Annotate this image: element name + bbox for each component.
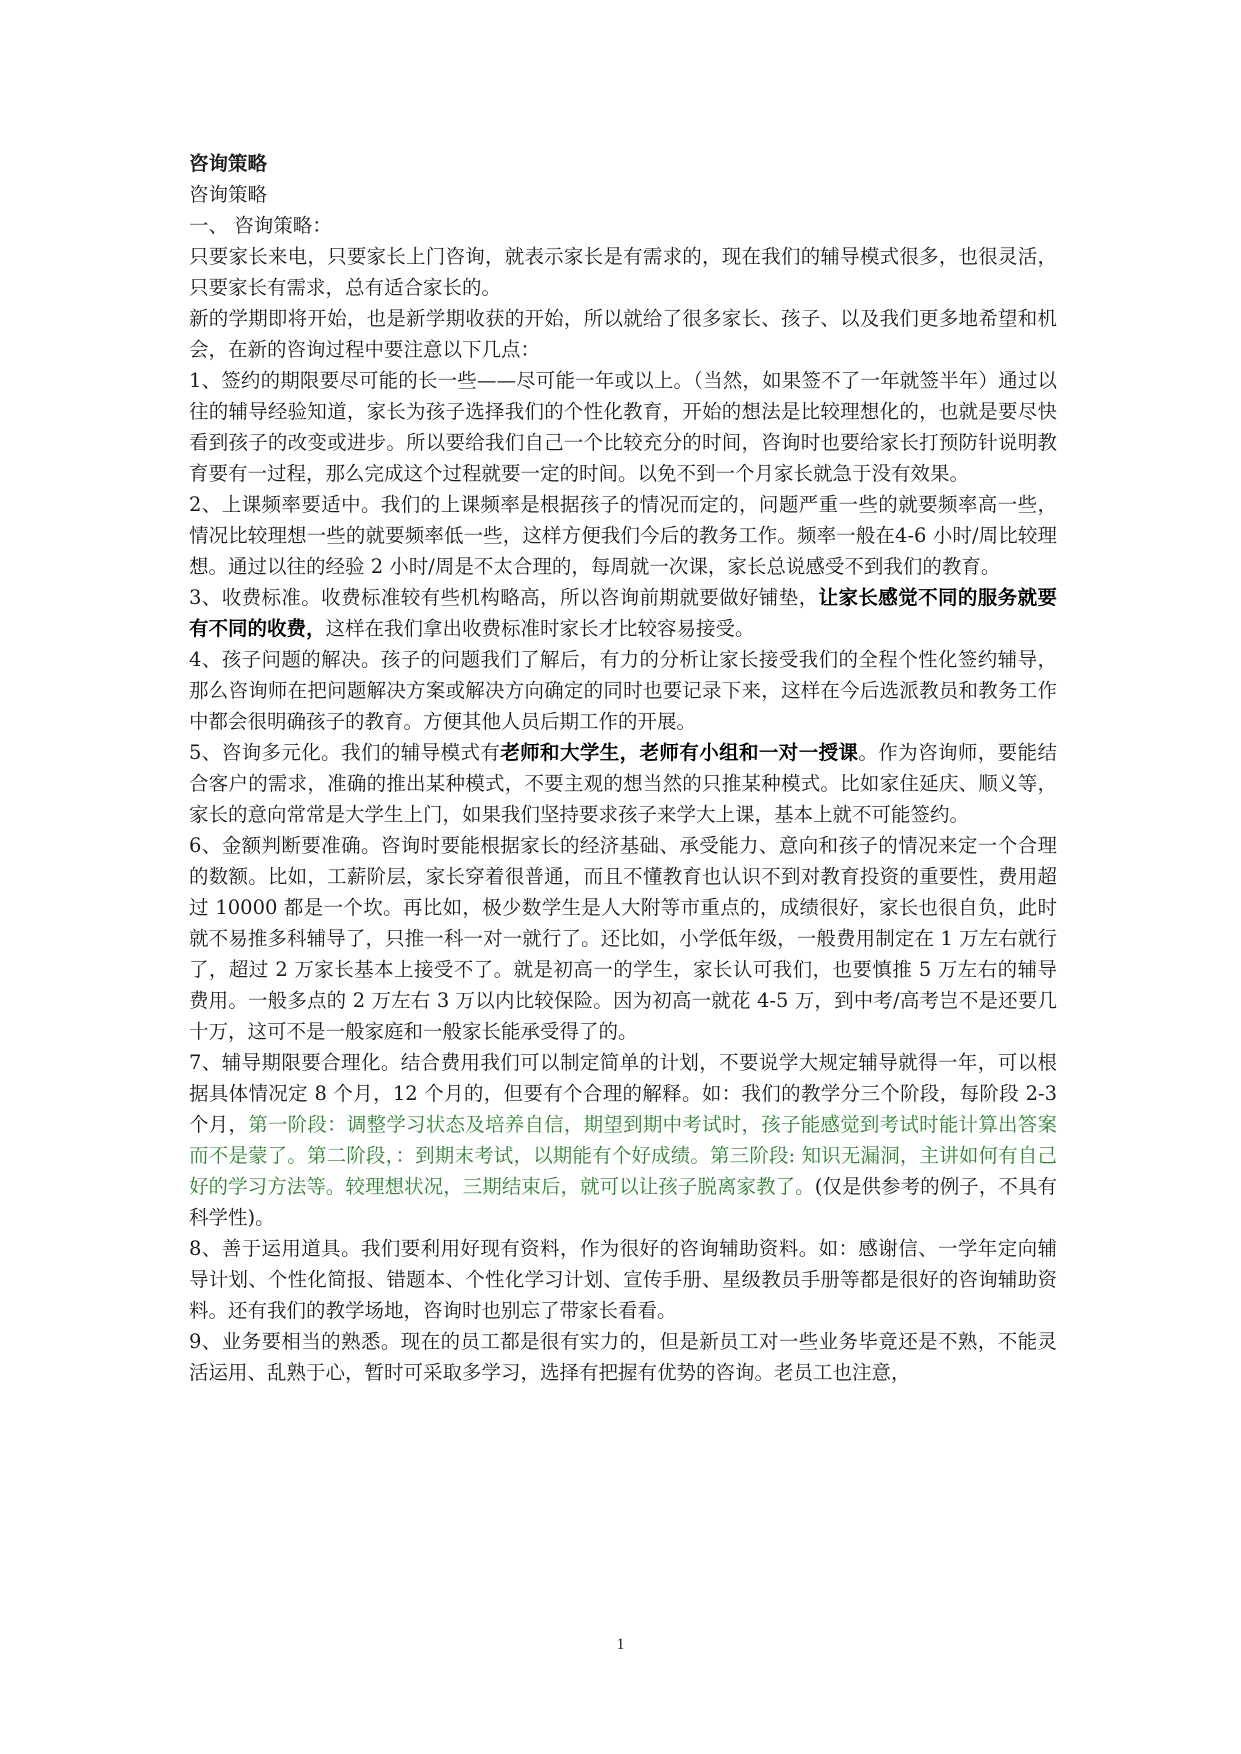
- point-7-green-text: 第一阶段：调整学习状态及培养自信，期望到期中考试时，孩子能感觉到考试时能计算出答案而不是蒙了。第二阶段，：到期末考试，以期能有个好成绩。第三阶段: 知识无漏洞，主讲如何有自己好的学习方法等。较理想状况，三期结束后，就可以让孩子脱离家教了。: [189, 1113, 1057, 1198]
- point-7-text: 7、辅导期限要合理化。结合费用我们可以制定简单的计划，不要说学大规定辅导就得一年，可以根据具体情况定 8 个月，12 个月的，但要有个合理的解释。如：我们的教学分三个阶段，每阶段 2-3 个月，: [189, 1051, 1057, 1136]
- intro-paragraph-2: 新的学期即将开始，也是新学期收获的开始，所以就给了很多家长、孩子、以及我们更多地希望和机会，在新的咨询过程中要注意以下几点：: [189, 307, 1057, 361]
- document-subtitle: 咨询策略: [189, 183, 268, 206]
- point-5-text: 5、咨询多元化。我们的辅导模式有: [189, 741, 501, 764]
- document-body: [189, 148, 1057, 1388]
- point-6-paragraph: 6、金额判断要准确。咨询时要能根据家长的经济基础、承受能力、意向和孩子的情况来定一个合理的数额。比如，工薪阶层，家长穿着很普通，而且不懂教育也认识不到对教育投资的重要性，费用超过 10000 都是一个坎。再比如，极少数学生是人大附等市重点的，成绩很好，家长也很自负，此时就不易推多科辅导了，只推一科一对一就行了。还比如，小学低年级，一般费用制定在 1 万左右就行了，超过 2 万家长基本上接受不了。就是初高一的学生，家长认可我们，也要慎推 5 万左右的辅导费用。一般多点的 2 万左右 3 万以内比较保险。因为初高一就花 4-5 万，到中考/高考岂不是还要几十万，这可不是一般家庭和一般家长能承受得了的。: [189, 834, 1057, 1043]
- point-3-text-end: 这样在我们拿出收费标准时家长才比较容易接受。: [325, 617, 755, 640]
- document-title: 咨询策略: [189, 152, 268, 175]
- page-number: 1: [616, 1636, 625, 1653]
- point-7-text-end: (仅是供参考的例子，不具有科学性)。: [189, 1175, 1057, 1229]
- section-heading: 一、 咨询策略：: [189, 214, 332, 237]
- point-5-text-end: 。作为咨询师，要能结合客户的需求，准确的推出某种模式，不要主观的想当然的只推某种模式。比如家住延庆、顺义等，家长的意向常常是大学生上门，如果我们坚持要求孩子来学大上课，基本上就不可能签约。: [189, 741, 1057, 826]
- point-3-text: 3、收费标准。收费标准较有些机构略高，所以咨询前期就要做好铺垫，: [189, 586, 819, 609]
- point-3-paragraph: [189, 582, 1057, 644]
- point-8-paragraph: 8、善于运用道具。我们要利用好现有资料，作为很好的咨询辅助资料。如：感谢信、一学年定向辅导计划、个性化简报、错题本、个性化学习计划、宣传手册、星级教员手册等都是很好的咨询辅助资料。还有我们的教学场地，咨询时也别忘了带家长看看。: [189, 1237, 1057, 1322]
- point-7-paragraph: [189, 1047, 1057, 1233]
- point-9-paragraph: 9、业务要相当的熟悉。现在的员工都是很有实力的，但是新员工对一些业务毕竟还是不熟，不能灵活运用、乱熟于心，暂时可采取多学习，选择有把握有优势的咨询。老员工也注意，: [189, 1330, 1057, 1384]
- point-3-bold-text: 让家长感觉不同的服务就要有不同的收费，: [189, 586, 1057, 640]
- point-2-paragraph: 2、上课频率要适中。我们的上课频率是根据孩子的情况而定的，问题严重一些的就要频率高一些，情况比较理想一些的就要频率低一些，这样方便我们今后的教务工作。频率一般在4-6 小时/周比较理想。通过以往的经验 2 小时/周是不太合理的，每周就一次课，家长总说感受不到我们的教育。: [189, 493, 1057, 578]
- point-5-bold-text: 老师和大学生，老师有小组和一对一授课: [500, 741, 859, 764]
- intro-paragraph-1: 只要家长来电，只要家长上门咨询，就表示家长是有需求的，现在我们的辅导模式很多，也很灵活，只要家长有需求，总有适合家长的。: [189, 245, 1057, 299]
- point-4-paragraph: 4、孩子问题的解决。孩子的问题我们了解后，有力的分析让家长接受我们的全程个性化签约辅导，那么咨询师在把问题解决方案或解决方向确定的同时也要记录下来，这样在今后选派教员和教务工作中都会很明确孩子的教育。方便其他人员后期工作的开展。: [189, 648, 1057, 733]
- point-5-paragraph: [189, 737, 1057, 830]
- point-1-paragraph: 1、签约的期限要尽可能的长一些——尽可能一年或以上。（当然，如果签不了一年就签半年）通过以往的辅导经验知道，家长为孩子选择我们的个性化教育，开始的想法是比较理想化的，也就是要尽快看到孩子的改变或进步。所以要给我们自己一个比较充分的时间，咨询时也要给家长打预防针说明教育要有一过程，那么完成这个过程就要一定的时间。以免不到一个月家长就急于没有效果。: [189, 369, 1057, 485]
